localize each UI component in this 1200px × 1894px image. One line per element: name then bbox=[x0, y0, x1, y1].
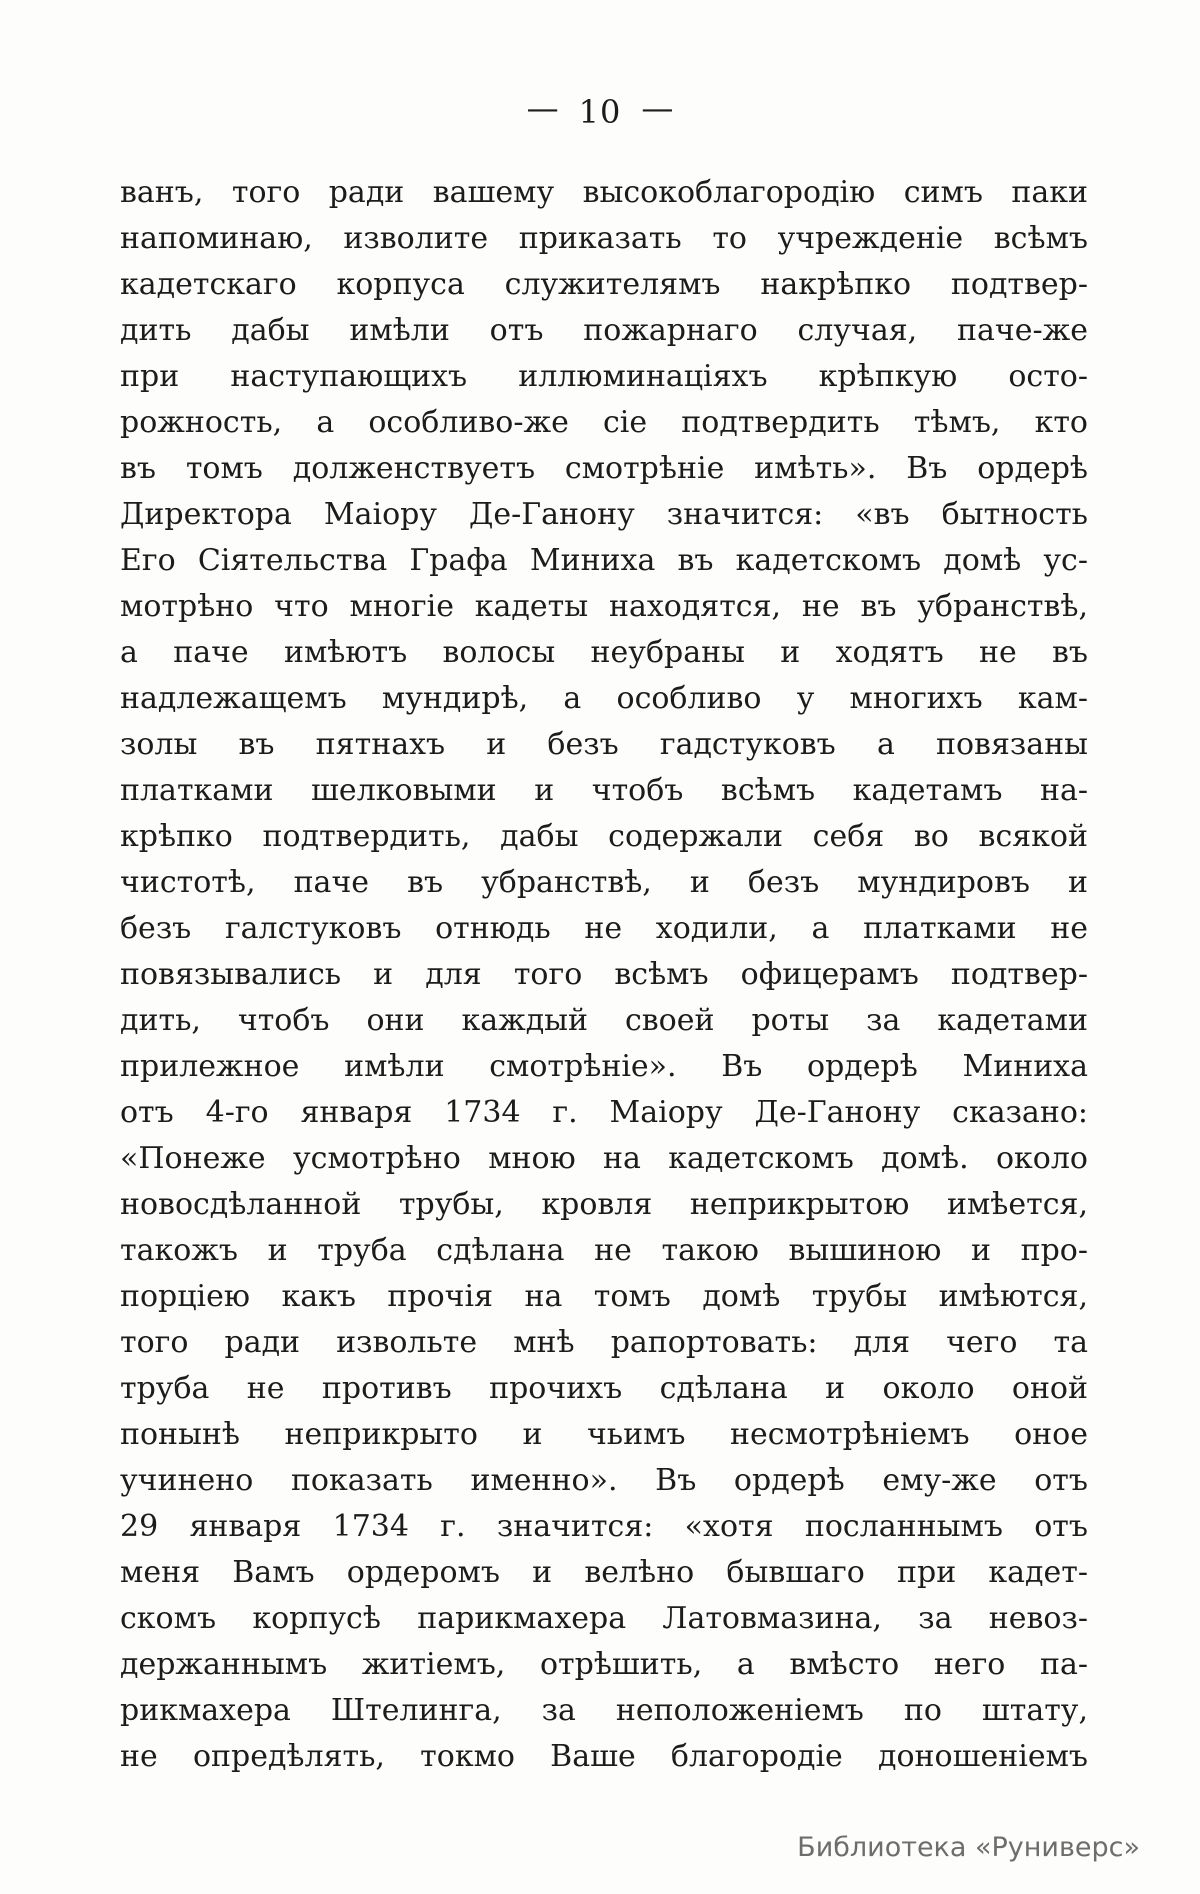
text-line: золы въ пятнахъ и безъ гадстуковъ а повязаны bbox=[120, 727, 1088, 762]
text-line: надлежащемъ мундирѣ, а особливо у многихъ кам- bbox=[120, 681, 1088, 716]
text-line: труба не противъ прочихъ сдѣлана и около оной bbox=[120, 1371, 1088, 1406]
text-line: дить дабы имѣли отъ пожарнаго случая, паче-же bbox=[120, 313, 1088, 348]
text-line: меня Вамъ ордеромъ и велѣно бывшаго при кадет- bbox=[120, 1555, 1088, 1590]
body-text bbox=[120, 170, 1088, 1780]
text-line: понынѣ неприкрыто и чьимъ несмотрѣніемъ оное bbox=[120, 1417, 1088, 1452]
text-line: держаннымъ житіемъ, отрѣшить, а вмѣсто него па- bbox=[120, 1647, 1088, 1682]
text-line: чистотѣ, паче въ убранствѣ, и безъ мундировъ и bbox=[120, 865, 1088, 900]
text-line: платками шелковыми и чтобъ всѣмъ кадетамъ на- bbox=[120, 773, 1088, 808]
text-line: Его Сіятельства Графа Миниха въ кадетскомъ домѣ ус- bbox=[120, 543, 1088, 578]
text-line: напоминаю, изволите приказать то учрежденіе всѣмъ bbox=[120, 221, 1088, 256]
text-line: крѣпко подтвердить, дабы содержали себя во всякой bbox=[120, 819, 1088, 854]
text-line: рикмахера Штелинга, за неположеніемъ по штату, bbox=[120, 1693, 1088, 1728]
text-line: рожность, а особливо-же сіе подтвердить тѣмъ, кто bbox=[120, 405, 1088, 440]
text-line: порціею какъ прочія на томъ домѣ трубы имѣются, bbox=[120, 1279, 1088, 1314]
text-line: «Понеже усмотрѣно мною на кадетскомъ домѣ. около bbox=[120, 1141, 1088, 1176]
text-line: кадетскаго корпуса служителямъ накрѣпко подтвер- bbox=[120, 267, 1088, 302]
text-line: не опредѣлять, токмо Ваше благородіе доношеніемъ bbox=[120, 1739, 1088, 1774]
text-line: прилежное имѣли смотрѣніе». Въ ордерѣ Миниха bbox=[120, 1049, 1088, 1084]
text-line: въ томъ долженствуетъ смотрѣніе имѣть». Въ ордерѣ bbox=[120, 451, 1088, 486]
text-line: ванъ, того ради вашему высокоблагородію симъ паки bbox=[120, 175, 1088, 210]
header-dash-right: — bbox=[641, 89, 674, 127]
text-line: того ради извольте мнѣ рапортовать: для чего та bbox=[120, 1325, 1088, 1360]
text-line: мотрѣно что многіе кадеты находятся, не въ убранствѣ, bbox=[120, 589, 1088, 624]
header-dash-left: — bbox=[526, 89, 559, 127]
page-number: 10 bbox=[578, 93, 622, 131]
text-line: дить, чтобъ они каждый своей роты за кадетами bbox=[120, 1003, 1088, 1038]
library-watermark: Библиотека «Руниверс» bbox=[797, 1832, 1140, 1863]
text-line: отъ 4-го января 1734 г. Маіору Де-Ганону сказано: bbox=[120, 1095, 1088, 1130]
text-line: при наступающихъ иллюминаціяхъ крѣпкую осто- bbox=[120, 359, 1088, 394]
text-line: 29 января 1734 г. значится: «хотя посланнымъ отъ bbox=[120, 1509, 1088, 1544]
page-header bbox=[0, 89, 1200, 132]
text-line: скомъ корпусѣ парикмахера Латовмазина, за невоз- bbox=[120, 1601, 1088, 1636]
text-line: безъ галстуковъ отнюдь не ходили, а платками не bbox=[120, 911, 1088, 946]
text-line: такожъ и труба сдѣлана не такою вышиною и про- bbox=[120, 1233, 1088, 1268]
text-line: Директора Маіору Де-Ганону значится: «въ бытность bbox=[120, 497, 1088, 532]
text-line: новосдѣланной трубы, кровля неприкрытою имѣется, bbox=[120, 1187, 1088, 1222]
text-line: учинено показать именно». Въ ордерѣ ему-же отъ bbox=[120, 1463, 1088, 1498]
text-line: а паче имѣютъ волосы неубраны и ходятъ не въ bbox=[120, 635, 1088, 670]
text-line: повязывались и для того всѣмъ офицерамъ подтвер- bbox=[120, 957, 1088, 992]
